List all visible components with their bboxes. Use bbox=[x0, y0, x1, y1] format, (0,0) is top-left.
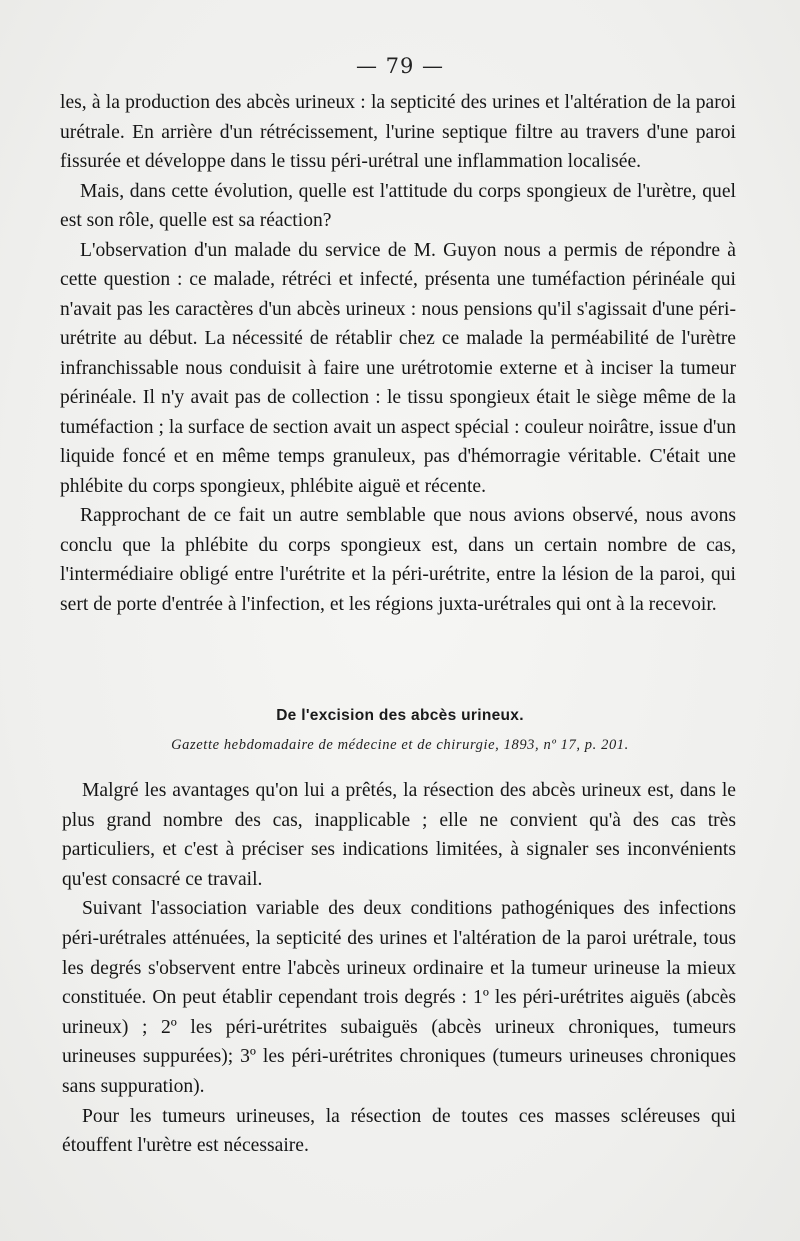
text-block-top bbox=[60, 88, 736, 619]
page-number: — 79 — bbox=[355, 54, 445, 78]
section-reference: Gazette hebdomadaire de médecine et de chirurgie, 1893, nº 17, p. 201. bbox=[171, 737, 629, 753]
paragraph: Pour les tumeurs urineuses, la résection de toutes ces masses scléreuses qui étouffent l'urètre est nécessaire. bbox=[62, 1105, 736, 1157]
paragraph: Mais, dans cette évolution, quelle est l'attitude du corps spongieux de l'urètre, quel est son rôle, quelle est sa réaction? bbox=[60, 180, 736, 231]
text-block-bottom bbox=[62, 776, 736, 1161]
paragraph: Suivant l'association variable des deux conditions pathogéniques des infections péri-urétrales atténuées, la septicité des urines et l'altération de la paroi urétrale, tous les degrés s'observent entre l'abcès urineux ordinaire et la tumeur urineuse la mieux constituée. On peut établir cependant trois degrés : 1º les péri-urétrites aiguës (abcès urineux) ; 2º les péri-urétrites subaiguës (abcès urineux chroniques, tumeurs urineuses suppurées); 3º les péri-urétrites chroniques (tumeurs urineuses chroniques sans suppuration). bbox=[62, 898, 736, 1097]
section-title: De l'excision des abcès urineux. bbox=[276, 707, 524, 724]
paragraph: les, à la production des abcès urineux : la septicité des urines et l'altération de la paroi urétrale. En arrière d'un rétrécissement, l'urine septique filtre au travers d'une paroi fissurée et développe dans le tissu péri-urétral une inflammation localisée. bbox=[60, 92, 736, 172]
paragraph: Malgré les avantages qu'on lui a prêtés, la résection des abcès urineux est, dans le plus grand nombre des cas, inapplicable ; elle ne convient qu'à des cas très particuliers, et c'est à préciser ses indications limitées, à signaler ses inconvénients qu'est consacré ce travail. bbox=[62, 780, 736, 890]
paragraph: Rapprochant de ce fait un autre semblable que nous avions observé, nous avons conclu que la phlébite du corps spongieux est, dans un certain nombre de cas, l'intermédiaire obligé entre l'urétrite et la péri-urétrite, entre la lésion de la paroi, qui sert de porte d'entrée à l'infection, et les régions juxta-urétrales qui ont à la recevoir. bbox=[60, 505, 736, 615]
paragraph: L'observation d'un malade du service de M. Guyon nous a permis de répondre à cette question : ce malade, rétréci et infecté, présenta une tuméfaction périnéale qui n'avait pas les caractères d'un abcès urineux : nous pensions qu'il s'agissait d'une péri-urétrite au début. La nécessité de rétablir chez ce malade la perméabilité de l'urètre infranchissable nous conduisit à faire une urétrotomie externe et à inciser la tumeur périnéale. Il n'y avait pas de collection : le tissu spongieux était le siège même de la tuméfaction ; la surface de section avait un aspect spécial : couleur noirâtre, issue d'un liquide foncé et en même temps granuleux, pas d'hémorragie véritable. C'était une phlébite du corps spongieux, phlébite aiguë et récente. bbox=[60, 239, 736, 497]
